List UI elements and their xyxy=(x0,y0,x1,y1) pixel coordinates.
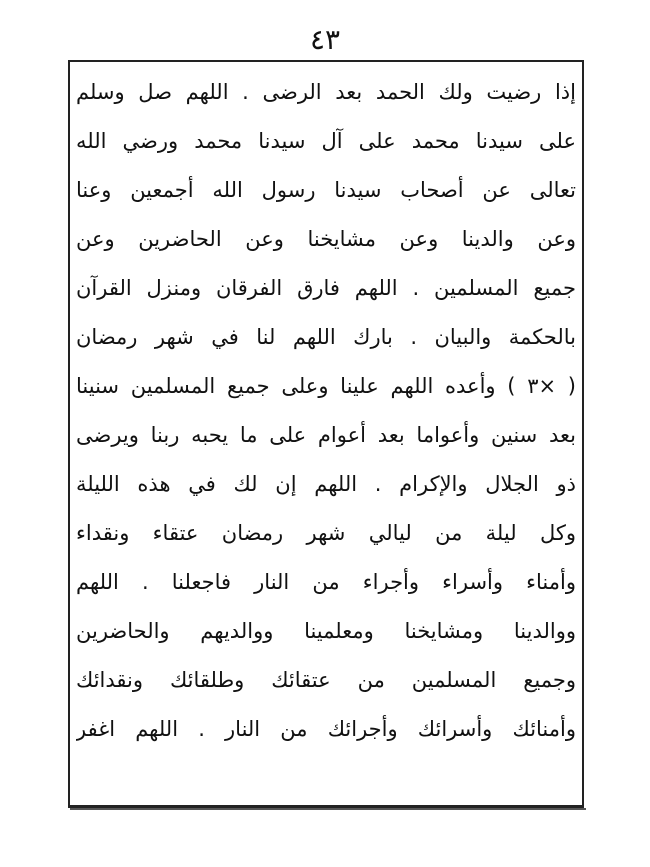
text-line-10: وكل ليلة من ليالي شهر رمضان عتقاء ونقداء xyxy=(76,521,576,545)
text-line-7: ( ×٣ ) وأعده اللهم علينا وعلى جميع المسلمين سنينا xyxy=(76,374,576,398)
page-number: ٤٣ xyxy=(309,23,341,56)
text-line-6: بالحكمة والبيان . بارك اللهم لنا في شهر رمضان xyxy=(76,325,576,349)
text-line-9: ذو الجلال والإكرام . اللهم إن لك في هذه الليلة xyxy=(76,472,576,496)
text-line-3: تعالى عن أصحاب سيدنا رسول الله أجمعين وعنا xyxy=(76,178,576,202)
text-line-11: وأمناء وأسراء وأجراء من النار فاجعلنا . اللهم xyxy=(76,570,576,594)
text-block xyxy=(76,68,576,804)
text-line-14: وأمنائك وأسرائك وأجرائك من النار . اللهم اغفر xyxy=(76,717,576,741)
text-line-13: وجميع المسلمين من عتقائك وطلقائك ونقدائك xyxy=(76,668,576,692)
text-line-8: بعد سنين وأعواما بعد أعوام على ما يحبه ربنا ويرضى xyxy=(76,423,576,447)
text-line-2: على سيدنا محمد على آل سيدنا محمد ورضي الله xyxy=(76,129,576,153)
text-line-4: وعن والدينا وعن مشايخنا وعن الحاضرين وعن xyxy=(76,227,576,251)
page-border-shadow xyxy=(70,808,586,810)
text-line-1: إذا رضيت ولك الحمد بعد الرضى . اللهم صل وسلم xyxy=(76,80,576,104)
text-line-5: جميع المسلمين . اللهم فارق الفرقان ومنزل القرآن xyxy=(76,276,576,300)
text-line-12: ووالدينا ومشايخنا ومعلمينا ووالديهم والحاضرين xyxy=(76,619,576,643)
